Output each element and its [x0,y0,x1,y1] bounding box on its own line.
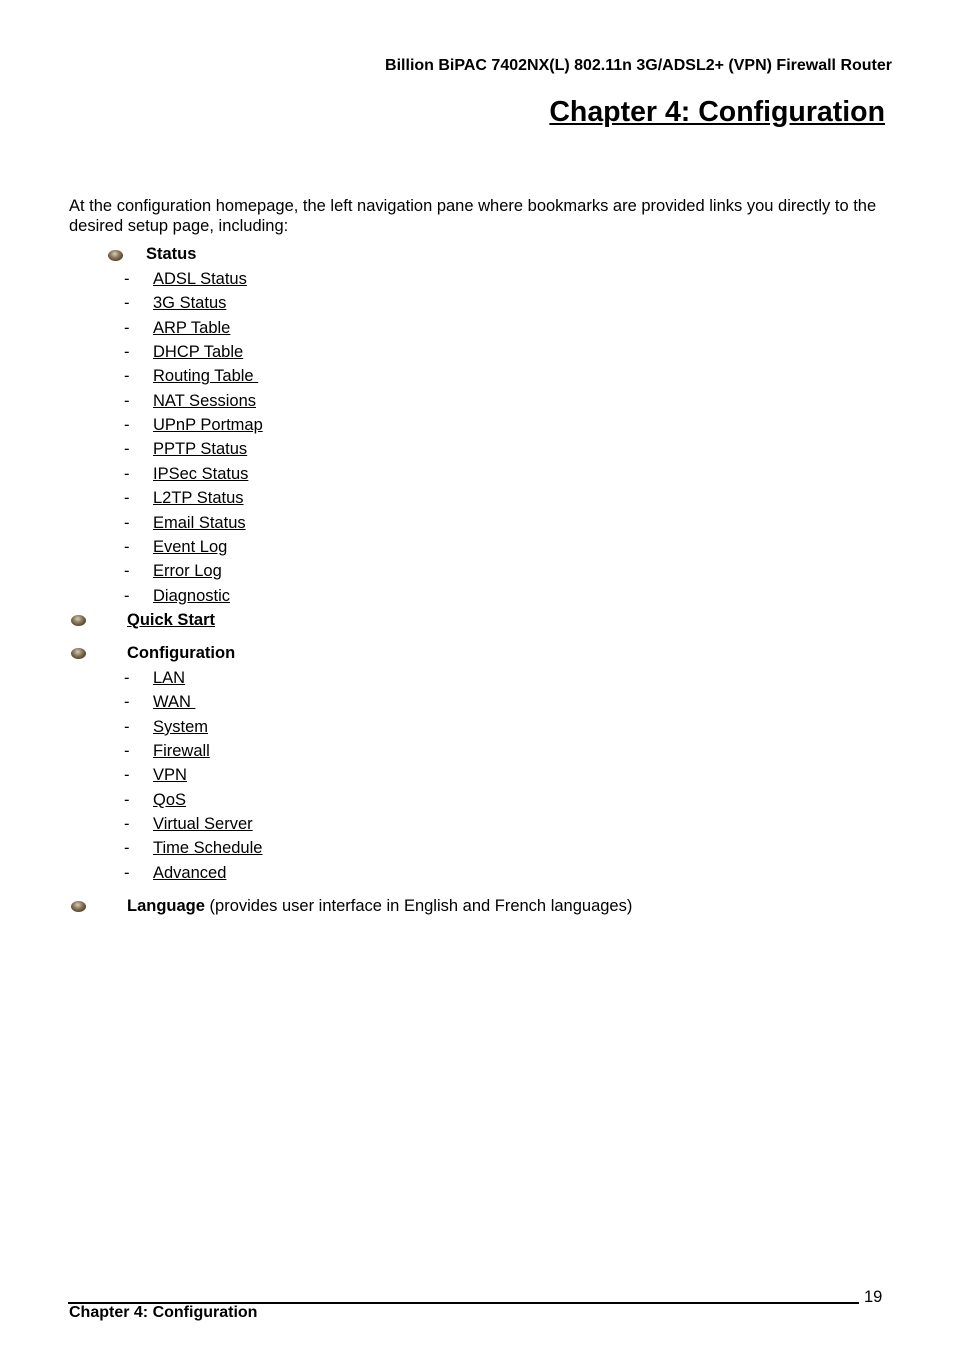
section-configuration-label: Configuration [127,644,236,662]
nav-link[interactable]: QoS [153,790,187,809]
list-dash: - [124,464,130,483]
list-dash: - [124,440,130,459]
language-entry [127,897,632,916]
quick-start-link[interactable]: Quick Start [127,611,216,629]
list-dash: - [124,416,130,435]
nav-link[interactable]: ARP Table [153,318,231,337]
nav-link[interactable]: Error Log [153,562,222,581]
nav-link[interactable]: WAN [153,693,196,712]
bullet-icon [71,648,86,659]
nav-link[interactable]: PPTP Status [153,440,248,459]
section-status-label: Status [146,245,197,263]
nav-link[interactable]: Time Schedule [153,839,263,858]
document-header: Billion BiPAC 7402NX(L) 802.11n 3G/ADSL2+ (VPN) Firewall Router [385,57,892,74]
nav-link[interactable]: System [153,717,209,736]
nav-link[interactable]: NAT Sessions [153,391,257,410]
bullet-icon [108,250,123,261]
list-dash: - [124,586,130,605]
nav-link[interactable]: VPN [153,766,187,785]
nav-link[interactable]: Advanced [153,863,227,882]
list-dash: - [124,270,130,288]
list-dash: - [124,693,130,712]
list-dash: - [124,367,130,386]
nav-link[interactable]: Email Status [153,513,246,532]
footer-chapter-label: Chapter 4: Configuration [69,1304,258,1321]
list-dash: - [124,513,130,532]
nav-link[interactable]: IPSec Status [153,464,249,483]
nav-link[interactable]: UPnP Portmap [153,416,263,435]
intro-paragraph: At the configuration homepage, the left navigation pane where bookmarks are provided links you directly to the desired setup page, including: [69,197,877,235]
nav-link[interactable]: Diagnostic [153,586,231,605]
page-number: 19 [864,1288,883,1306]
nav-link[interactable]: ADSL Status [153,270,247,288]
list-dash: - [124,343,130,362]
list-dash: - [124,863,130,882]
list-dash: - [124,815,130,834]
nav-link[interactable]: Routing Table [153,367,259,386]
list-dash: - [124,669,130,687]
nav-link[interactable]: Firewall [153,742,210,761]
list-dash: - [124,766,130,785]
nav-link[interactable]: DHCP Table [153,343,244,362]
list-dash: - [124,562,130,581]
list-dash: - [124,391,130,410]
list-dash: - [124,318,130,337]
list-dash: - [124,790,130,809]
chapter-title: Chapter 4: Configuration [549,96,885,128]
nav-link[interactable]: 3G Status [153,294,227,313]
language-label: Language [127,897,205,915]
list-dash: - [124,489,130,508]
list-dash: - [124,294,130,313]
list-dash: - [124,742,130,761]
nav-link[interactable]: L2TP Status [153,489,244,508]
list-dash: - [124,839,130,858]
bullet-icon [71,615,86,626]
list-dash: - [124,537,130,556]
list-dash: - [124,717,130,736]
bullet-icon [71,901,86,912]
nav-link[interactable]: Event Log [153,537,228,556]
nav-link[interactable]: LAN [153,669,186,687]
language-description: (provides user interface in English and French languages) [204,897,633,915]
nav-link[interactable]: Virtual Server [153,815,253,834]
